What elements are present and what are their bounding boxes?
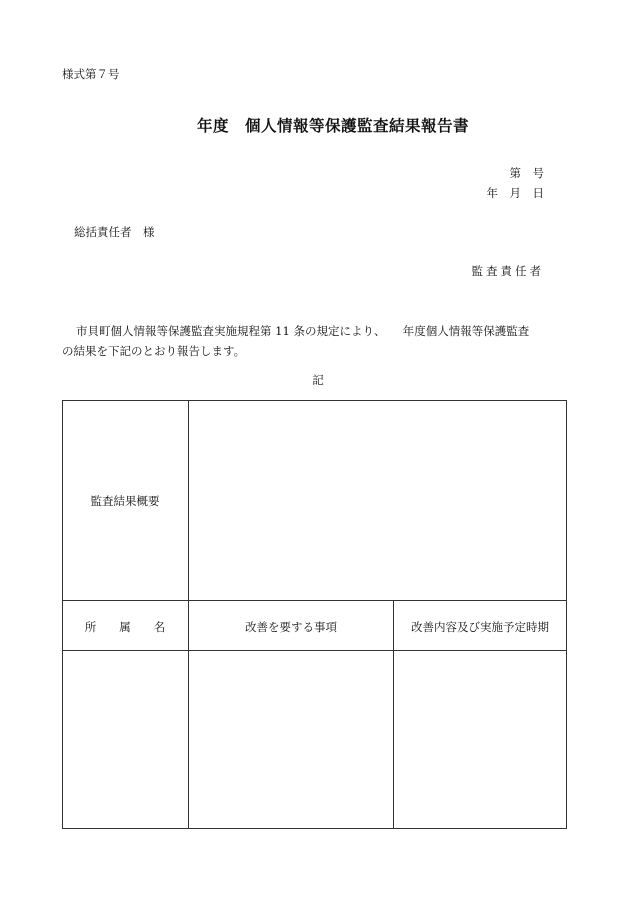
body-text-line-1: 市貝町個人情報等保護監査実施規程第 11 条の規定により、 年度個人情報等保護監査 [76,324,530,338]
addressee: 総括責任者 様 [74,225,155,239]
items-requiring-improvement-cell[interactable] [189,651,393,828]
document-number-line: 第 号 [509,166,544,180]
table-border-right [566,400,567,829]
table-divider-summary [62,600,567,601]
auditor-label: 監査責任者 [471,264,544,278]
form-number: 様式第７号 [62,67,120,81]
ki-label: 記 [312,373,324,387]
header-items-requiring-improvement: 改善を要する事項 [245,620,337,634]
report-table [62,400,567,829]
audit-summary-content[interactable] [189,401,566,600]
header-improvement-content-schedule: 改善内容及び実施予定時期 [411,620,549,634]
audit-summary-label: 監査結果概要 [90,494,160,508]
body-text-line-2: の結果を下記のとおり報告します。 [62,344,246,358]
table-border-bottom [62,828,567,829]
improvement-content-schedule-cell[interactable] [394,651,566,828]
document-title: 年度 個人情報等保護監査結果報告書 [196,116,469,135]
header-department: 所 属 名 [84,620,166,634]
date-line: 年 月 日 [486,186,544,200]
department-cell[interactable] [63,651,188,828]
